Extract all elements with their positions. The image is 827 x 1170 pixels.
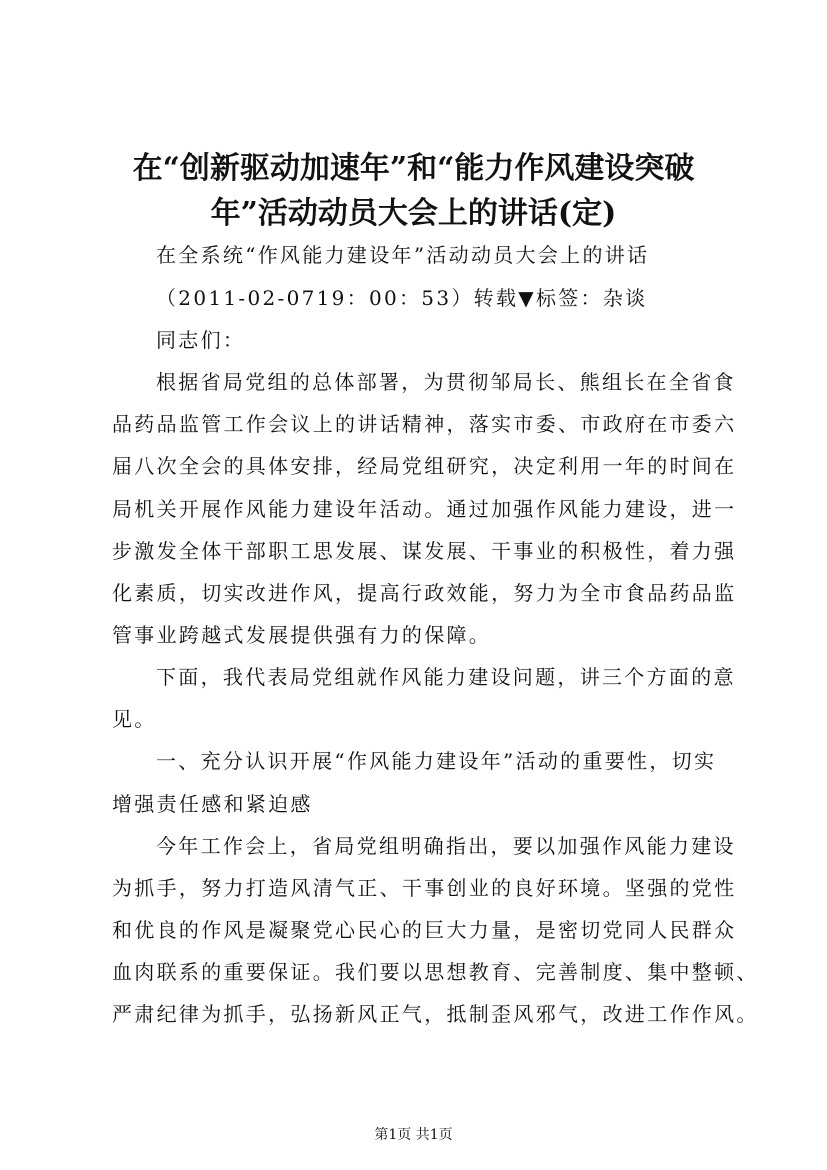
body-text-line: 根据省局党组的总体部署，为贯彻邹局长、熊组长在全省食 [156, 370, 736, 394]
body-text-line: 化素质，切实改进作风，提高行政效能，努力为全市食品药品监 [112, 581, 737, 605]
body-text-line: 见。 [112, 707, 157, 731]
meta-line: （2011-02-0719：00：53）转载▼标签：杂谈 [156, 286, 648, 310]
body-text-line: 届八次全会的具体安排，经局党组研究，决定利用一年的时间在 [112, 454, 737, 478]
salutation-line: 同志们： [156, 328, 246, 352]
body-text-line: 管事业跨越式发展提供强有力的保障。 [112, 623, 492, 647]
body-text-line: 步激发全体干部职工思发展、谋发展、干事业的积极性，着力强 [112, 539, 737, 563]
body-text-line: 今年工作会上，省局党组明确指出，要以加强作风能力建设 [156, 834, 736, 858]
body-text-line: 局机关开展作风能力建设年活动。通过加强作风能力建设，进一 [112, 497, 737, 521]
body-text-line: 为抓手，努力打造风清气正、干事创业的良好环境。坚强的党性 [112, 876, 737, 900]
subtitle-line: 在全系统“作风能力建设年”活动动员大会上的讲话 [156, 243, 650, 267]
document-title-line-1: 在“创新驱动加速年”和“能力作风建设突破 [132, 151, 695, 186]
body-text-line: 下面，我代表局党组就作风能力建设问题，讲三个方面的意 [156, 665, 736, 689]
body-text-line: 品药品监管工作会议上的讲话精神，落实市委、市政府在市委六 [112, 412, 737, 436]
section-heading-line: 一、充分认识开展“作风能力建设年”活动的重要性，切实 [156, 749, 717, 773]
body-text-line: 血肉联系的重要保证。我们要以思想教育、完善制度、集中整顿、 [112, 960, 759, 984]
section-heading-line: 增强责任感和紧迫感 [112, 792, 313, 816]
body-text-line: 严肃纪律为抓手，弘扬新风正气，抵制歪风邪气，改进工作作风。 [112, 1002, 759, 1026]
page-footer: 第1页 共1页 [374, 1127, 453, 1143]
body-text-line: 和优良的作风是凝聚党心民心的巨大力量，是密切党同人民群众 [112, 918, 737, 942]
document-title-line-2: 年”活动动员大会上的讲话(定) [210, 196, 617, 231]
